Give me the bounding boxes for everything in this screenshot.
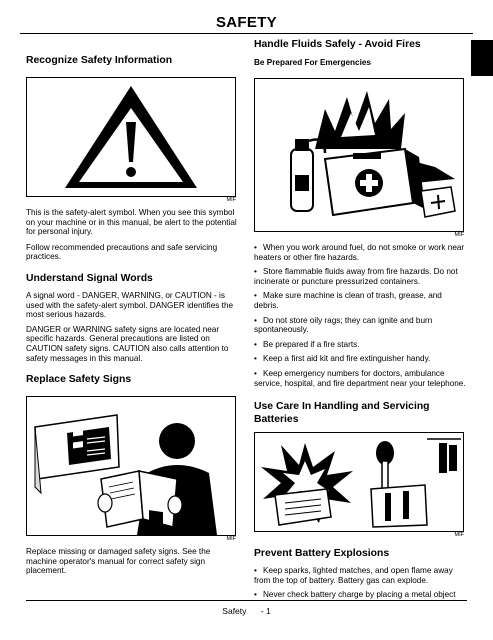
- fluids-bullet-list: [254, 243, 466, 388]
- safety-alert-triangle-icon: [27, 78, 235, 196]
- list-item: • Keep sparks, lighted matches, and open flame away from the top of battery. Battery gas can explode.: [254, 566, 453, 585]
- replace-signs-figure: [26, 396, 236, 536]
- title-rule: [20, 33, 473, 34]
- safety-alert-figure: [26, 77, 236, 197]
- footer-page-number: - 1: [260, 606, 271, 616]
- recognize-paragraph-2: Follow recommended precautions and safe servicing practices.: [26, 242, 218, 262]
- figure-code: MIF: [454, 532, 464, 539]
- prevent-explosions-heading: Prevent Battery Explosions: [254, 548, 390, 560]
- list-item: • Make sure machine is clean of trash, grease, and debris.: [254, 291, 442, 310]
- signal-paragraph-1: A signal word - DANGER, WARNING, or CAUTION - is used with the safety-alert symbol. DANGER identifies the most serious hazards.: [26, 290, 234, 320]
- footer-rule: [26, 600, 467, 601]
- left-column: [26, 38, 238, 576]
- be-prepared-subheading: Be Prepared For Emergencies: [254, 58, 371, 67]
- handle-fluids-heading: Handle Fluids Safely - Avoid Fires: [254, 39, 421, 50]
- list-item: • Do not store oily rags; they can ignite and burn spontaneously.: [254, 315, 433, 335]
- page-title: SAFETY: [216, 14, 277, 31]
- battery-explosion-figure: [254, 432, 464, 532]
- explosions-bullet-list: [254, 566, 466, 600]
- fire-extinguisher-first-aid-icon: [255, 79, 463, 231]
- page-footer: [0, 606, 493, 616]
- recognize-safety-heading: Recognize Safety Information: [26, 55, 173, 66]
- list-item: • Be prepared if a fire starts.: [254, 339, 360, 349]
- list-item: • Store flammable fluids away from fire hazards. Do not incinerate or puncture pressurized containers.: [254, 267, 458, 286]
- signal-paragraph-2: DANGER or WARNING safety signs are located near specific hazards. General precautions are listed on CAUTION safety signs. CAUTION also calls attention to safety messages in this manual.: [26, 324, 229, 363]
- person-reading-manual-icon: [27, 397, 235, 535]
- list-item: • Keep a first aid kit and fire extinguisher handy.: [254, 354, 431, 364]
- recognize-paragraph-1: This is the safety-alert symbol. When you see this symbol on your machine or in this manual, be alert to the potential for personal injury.: [26, 208, 237, 237]
- figure-code: MIF: [226, 197, 236, 203]
- signal-words-heading: Understand Signal Words: [26, 272, 153, 284]
- figure-code: MIF: [454, 232, 464, 238]
- list-item: • Never check battery charge by placing a metal object: [254, 590, 456, 600]
- section-tab-marker: [471, 40, 493, 76]
- footer-section: Safety: [222, 606, 247, 616]
- right-column: [254, 38, 466, 600]
- replace-paragraph-1: Replace missing or damaged safety signs. See the machine operator's manual for correct safety sign placement.: [26, 547, 211, 576]
- batteries-heading: Use Care In Handling and Servicing Batteries: [254, 401, 430, 426]
- list-item: • Keep emergency numbers for doctors, ambulance service, hospital, and fire department near your telephone.: [254, 368, 466, 388]
- replace-signs-heading: Replace Safety Signs: [26, 374, 132, 386]
- figure-code: MIF: [226, 536, 236, 543]
- fire-emergency-figure: [254, 78, 464, 232]
- list-item: • When you work around fuel, do not smoke or work near heaters or other fire hazards.: [254, 243, 465, 262]
- battery-explosion-icon: [255, 433, 463, 531]
